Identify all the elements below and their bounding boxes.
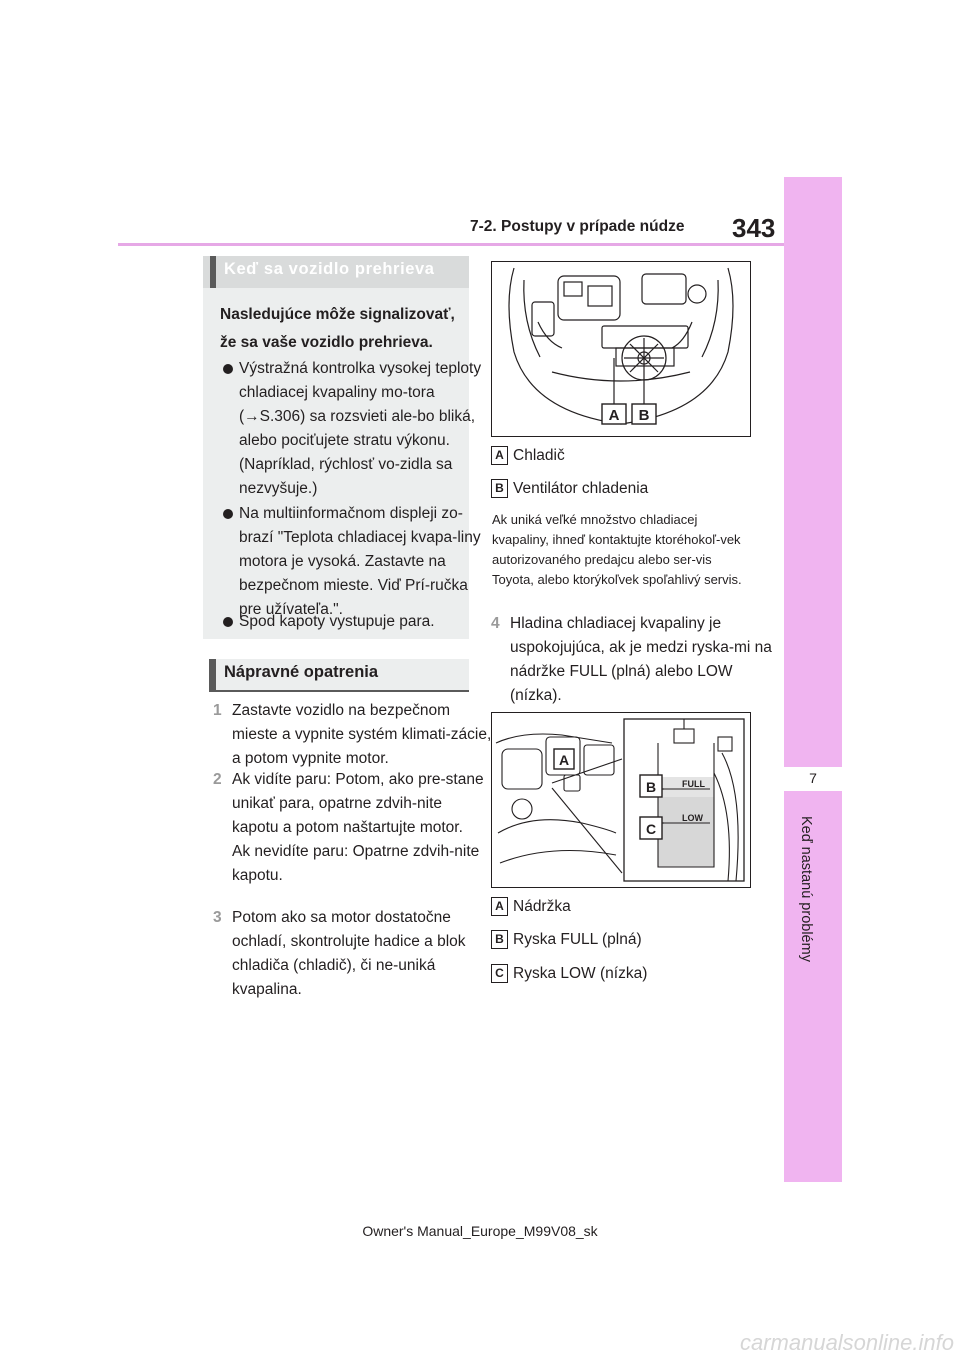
legend-key: B bbox=[491, 479, 508, 498]
header-underline bbox=[209, 690, 469, 692]
step-text: Hladina chladiacej kvapaliny je uspokojujúca, ak je medzi ryska-mi na nádržke FULL (plná) alebo LOW (nízka). bbox=[510, 615, 772, 704]
legend-item bbox=[491, 897, 571, 917]
bullet-item bbox=[223, 502, 482, 622]
legend-item bbox=[491, 446, 565, 466]
callout-a-label: A bbox=[558, 752, 570, 768]
coolant-reservoir-figure bbox=[491, 712, 751, 888]
step-text-secondary: Ak nevidíte paru: Opatrne zdvih-nite kapotu. bbox=[232, 843, 480, 884]
bullet-item bbox=[223, 357, 482, 501]
step-text: Ak vidíte paru: Potom, ako pre-stane unikať para, opatrne zdvih-nite kapotu a potom naštartujte motor. bbox=[232, 771, 484, 836]
step-item bbox=[491, 612, 772, 708]
legend-item bbox=[491, 930, 642, 950]
step-number: 4 bbox=[491, 615, 500, 632]
step-number: 1 bbox=[213, 702, 222, 719]
chapter-side-tab bbox=[784, 177, 842, 1182]
coolant-reservoir-illustration bbox=[492, 713, 750, 887]
bullet-item bbox=[223, 610, 482, 634]
step-number: 3 bbox=[213, 909, 222, 926]
legend-item bbox=[491, 479, 648, 499]
footer-text: Owner's Manual_Europe_M99V08_sk bbox=[362, 1223, 598, 1239]
chapter-title: Keď nastanú problémy bbox=[798, 816, 814, 962]
legend-text: Chladič bbox=[513, 447, 565, 464]
legend-key: A bbox=[491, 897, 508, 916]
callout-c-label: C bbox=[645, 821, 657, 837]
legend-text: Nádržka bbox=[513, 898, 571, 915]
bullet-text: Spod kapoty vystupuje para. bbox=[239, 613, 435, 630]
step-text: Potom ako sa motor dostatočne ochladí, skontrolujte hadice a blok chladiča (chladič), či ne-uniká kvapalina. bbox=[232, 909, 466, 998]
bullet-text: Výstražná kontrolka vysokej teploty chladiacej kvapaliny mo-tora (→S.306) sa rozsvieti ale-bo bliká, alebo pociťujete stratu výkonu. (Napríklad, rýchlosť vo-zidla sa nezvyšuje.) bbox=[239, 360, 482, 497]
coolant-leak-note: Ak uniká veľké množstvo chladiacej kvapaliny, ihneď kontaktujte ktoréhokoľ-vek autorizovaného predajcu alebo ser-vis Toyota, alebo ktorýkoľvek spoľahlivý servis. bbox=[492, 512, 742, 587]
header-divider bbox=[118, 243, 784, 246]
step-item bbox=[213, 768, 492, 888]
legend-key: B bbox=[491, 930, 508, 949]
callout-b-label: B bbox=[645, 779, 657, 795]
legend-text: Ventilátor chladenia bbox=[513, 480, 649, 497]
legend-text: Ryska FULL (plná) bbox=[513, 931, 642, 948]
step-item bbox=[213, 699, 492, 771]
bullet-dot-icon bbox=[223, 617, 233, 627]
bullet-dot-icon bbox=[223, 364, 233, 374]
step-text: Zastavte vozidlo na bezpečnom mieste a vypnite systém klimati-zácie, a potom vypnite motor. bbox=[232, 702, 492, 767]
legend-text: Ryska LOW (nízka) bbox=[513, 965, 648, 982]
full-mark: FULL bbox=[682, 779, 705, 789]
step-item bbox=[213, 906, 492, 1002]
header-accent-bar bbox=[210, 256, 216, 288]
legend-item bbox=[491, 964, 647, 984]
chapter-number: 7 bbox=[809, 770, 817, 786]
overheat-intro: Nasledujúce môže signalizovať, že sa vaše vozidlo prehrieva. bbox=[220, 306, 455, 351]
bullet-dot-icon bbox=[223, 509, 233, 519]
engine-bay-figure bbox=[491, 261, 751, 437]
coolant-level bbox=[658, 797, 714, 867]
watermark: carmanualsonline.info bbox=[739, 1330, 954, 1355]
header-accent-bar bbox=[209, 659, 216, 691]
low-mark: LOW bbox=[682, 813, 703, 823]
engine-bay-illustration bbox=[492, 262, 750, 436]
bullet-text: Na multiinformačnom displeji zo-brazí "Teplota chladiacej kvapa-liny motora je vysoká. Zastavte na bezpečnom mieste. Viď Prí-ručka pre užívateľa.". bbox=[239, 505, 481, 618]
legend-key: C bbox=[491, 964, 508, 983]
callout-b-label: B bbox=[638, 407, 650, 424]
page-number: 343 bbox=[732, 213, 776, 243]
legend-key: A bbox=[491, 446, 508, 465]
overheat-box-title: Keď sa vozidlo prehrieva bbox=[224, 260, 435, 278]
step-number: 2 bbox=[213, 771, 222, 788]
remedy-title: Nápravné opatrenia bbox=[224, 663, 379, 681]
callout-a-label: A bbox=[608, 407, 620, 424]
section-title: 7-2. Postupy v prípade núdze bbox=[470, 218, 685, 235]
